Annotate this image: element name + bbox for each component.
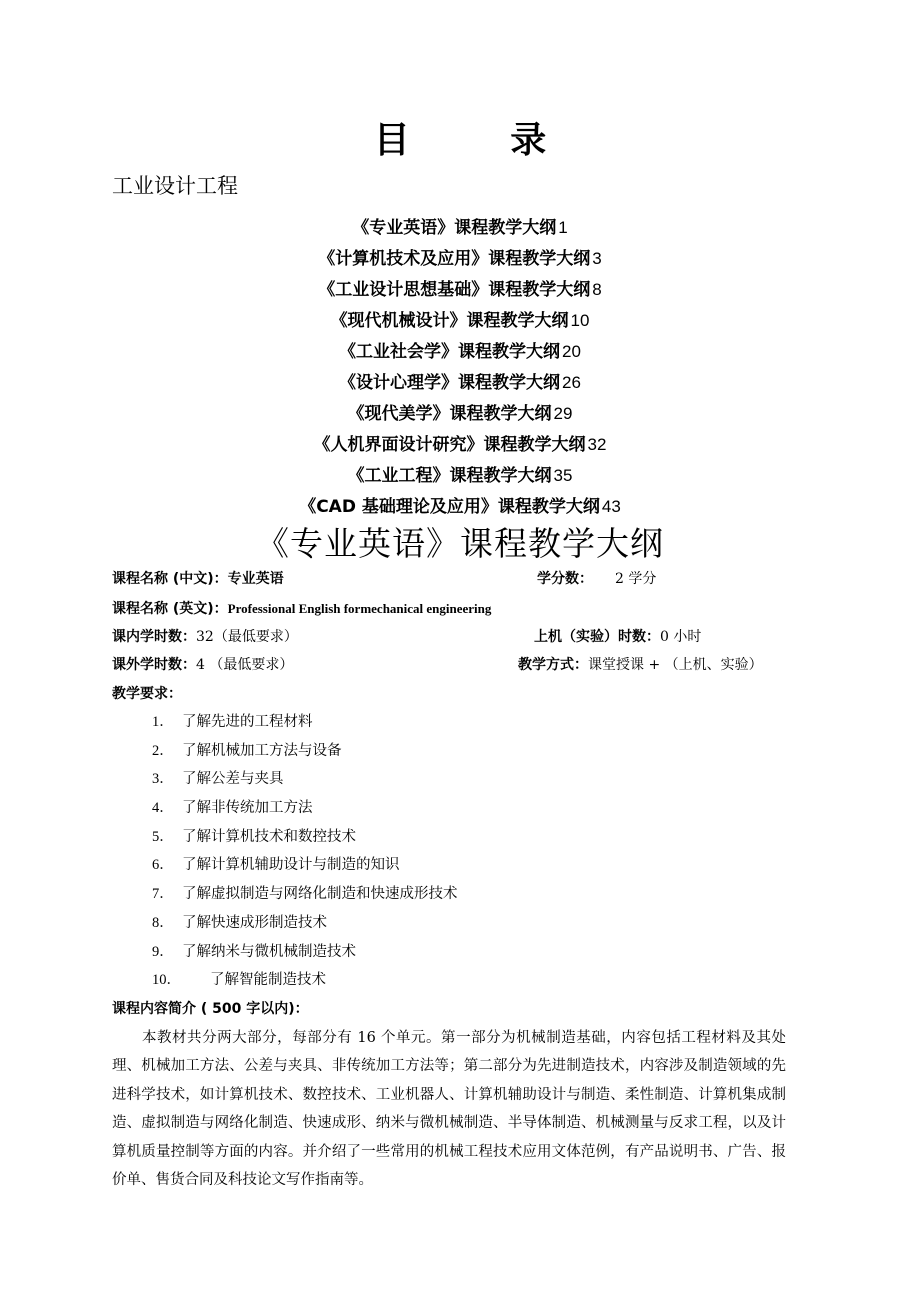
method-row — [518, 652, 763, 678]
toc-title: 目 录 — [373, 120, 591, 161]
item-number: 3． — [152, 771, 174, 788]
list-item — [152, 909, 458, 938]
list-item — [152, 966, 458, 995]
course-name-cn: 专业英语 — [227, 571, 284, 587]
toc-item-page: 20 — [562, 342, 581, 361]
toc-item-page: 35 — [553, 466, 573, 485]
item-number: 5． — [152, 828, 174, 845]
item-number: 9． — [152, 943, 174, 960]
toc-item[interactable] — [0, 429, 920, 460]
credits-value: 2 学分 — [615, 571, 657, 587]
list-item — [152, 938, 458, 967]
item-number: 4． — [152, 800, 174, 817]
list-item — [152, 737, 458, 766]
method-value: 课堂授课 + （上机、实验） — [588, 657, 763, 673]
item-number: 7． — [152, 886, 174, 903]
toc-item-page: 32 — [587, 435, 607, 454]
list-item — [152, 851, 458, 880]
item-text: 了解虚拟制造与网络化制造和快速成形技术 — [182, 886, 458, 903]
requirements-list — [152, 708, 458, 995]
item-text: 了解计算机辅助设计与制造的知识 — [182, 857, 400, 874]
in-hours-row — [112, 624, 298, 650]
lab-hours-row — [534, 624, 701, 650]
course-name-en-label: 课程名称 (英文)： — [112, 601, 228, 617]
toc-item-label: 《专业英语》课程教学大纲 — [352, 218, 557, 238]
toc-item-page: 3 — [592, 249, 602, 268]
intro-heading: 课程内容简介 ( 500 字以内)： — [112, 1001, 309, 1017]
toc-item[interactable] — [0, 460, 920, 491]
lab-hours-value: 0 小时 — [660, 629, 702, 645]
in-hours-label: 课内学时数： — [112, 629, 196, 645]
item-text: 了解机械加工方法与设备 — [182, 742, 342, 759]
course-name-en-row — [112, 596, 491, 622]
list-item — [152, 708, 458, 737]
toc-item-label: 《CAD 基础理论及应用》课程教学大纲 — [299, 497, 600, 517]
toc-item-label: 《工业设计思想基础》课程教学大纲 — [318, 280, 591, 300]
requirements-heading-row — [112, 681, 182, 707]
toc-item[interactable] — [0, 336, 920, 367]
credits-row — [537, 566, 656, 592]
toc-item-label: 《现代机械设计》课程教学大纲 — [330, 311, 569, 331]
lab-hours-label: 上机（实验）时数： — [534, 629, 660, 645]
toc-item-label: 《现代美学》课程教学大纲 — [347, 404, 552, 424]
item-text: 了解智能制造技术 — [210, 972, 326, 989]
section-heading: 工业设计工程 — [112, 174, 238, 198]
list-item — [152, 823, 458, 852]
item-number: 1． — [152, 714, 174, 730]
toc-item-label: 《工业工程》课程教学大纲 — [347, 466, 552, 486]
intro-paragraph: 本教材共分两大部分，每部分有 16 个单元。第一部分为机械制造基础，内容包括工程材料及其处理、机械加工方法、公差与夹具、非传统加工方法等；第二部分为先进制造技术，内容涉及制造领域的先进科学技术，如计算机技术、数控技术、工业机器人、计算机辅助设计与制造、柔性制造、计算机集成制造、虚拟制造与网络化制造、快速成形、纳米与微机械制造、半导体制造、机械测量与反求工程，以及计算机质量控制等方面的内容。并介绍了一些常用的机械工程技术应用文体范例，有产品说明书、广告、报价单、售货合同及科技论文写作指南等。 — [112, 1030, 786, 1189]
toc-list — [0, 212, 920, 522]
toc-item-label: 《工业社会学》课程教学大纲 — [339, 342, 561, 362]
toc-item-page: 10 — [570, 311, 590, 330]
item-text: 了解公差与夹具 — [182, 771, 284, 788]
toc-item-page: 43 — [601, 497, 621, 516]
item-number: 10． — [152, 972, 181, 989]
item-number: 2． — [152, 742, 174, 759]
toc-item[interactable] — [0, 398, 920, 429]
list-item — [152, 765, 458, 794]
credits-label: 学分数： — [537, 571, 593, 587]
toc-item-label: 《计算机技术及应用》课程教学大纲 — [318, 249, 591, 269]
toc-item-page: 26 — [562, 373, 581, 392]
list-item — [152, 880, 458, 909]
course-title: 《专业英语》课程教学大纲 — [256, 524, 664, 563]
intro-heading-row — [112, 996, 309, 1022]
course-name-cn-row — [112, 566, 284, 592]
out-hours-row — [112, 652, 293, 678]
requirements-heading: 教学要求： — [112, 686, 182, 702]
toc-item-page: 29 — [553, 404, 573, 423]
item-text: 了解先进的工程材料 — [182, 714, 313, 730]
course-name-en: Professional English formechanical engineering — [227, 601, 492, 616]
out-hours-value: 4 （最低要求） — [196, 657, 294, 673]
toc-item[interactable] — [0, 305, 920, 336]
item-text: 了解纳米与微机械制造技术 — [182, 943, 356, 960]
in-hours-value: 32（最低要求） — [196, 629, 298, 645]
out-hours-label: 课外学时数： — [112, 657, 196, 673]
item-text: 了解计算机技术和数控技术 — [182, 828, 356, 845]
toc-item-label: 《人机界面设计研究》课程教学大纲 — [313, 435, 586, 455]
toc-item[interactable] — [0, 243, 920, 274]
item-number: 6． — [152, 857, 174, 874]
item-text: 了解非传统加工方法 — [182, 800, 313, 817]
toc-item-page: 1 — [558, 218, 568, 237]
toc-item[interactable] — [0, 367, 920, 398]
method-label: 教学方式： — [518, 657, 588, 673]
item-text: 了解快速成形制造技术 — [182, 914, 327, 931]
toc-item-page: 8 — [592, 280, 602, 299]
toc-item-label: 《设计心理学》课程教学大纲 — [339, 373, 561, 393]
toc-item[interactable] — [0, 274, 920, 305]
toc-item[interactable] — [0, 212, 920, 243]
item-number: 8． — [152, 914, 174, 931]
course-name-cn-label: 课程名称 (中文)： — [112, 571, 228, 587]
list-item — [152, 794, 458, 823]
